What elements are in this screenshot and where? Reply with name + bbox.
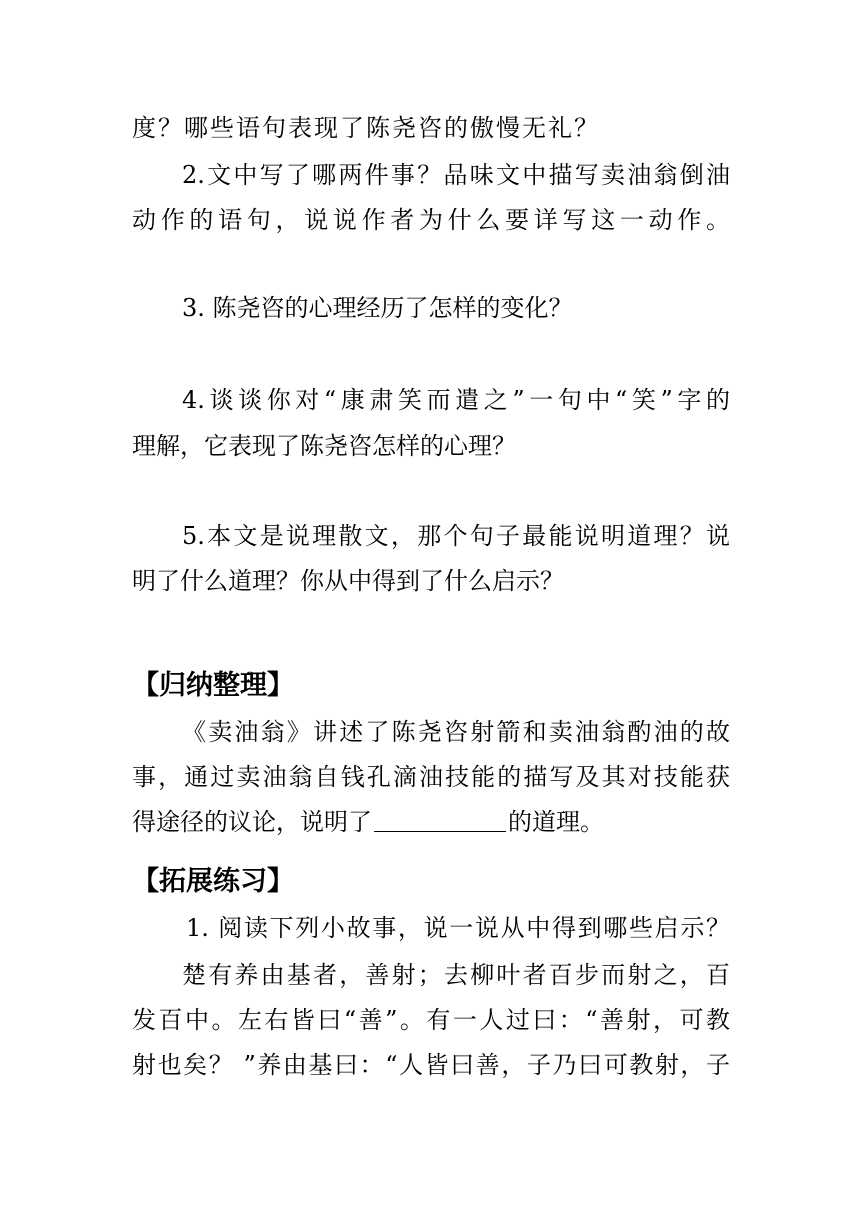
summary-line-2: 事，通过卖油翁自钱孔滴油技能的描写及其对技能获 bbox=[132, 763, 730, 791]
question-4-line-1: 4.谈谈你对“康肃笑而遣之”一句中“笑”字的 bbox=[182, 386, 730, 414]
summary-line-3 bbox=[132, 802, 604, 842]
fill-in-blank[interactable] bbox=[374, 805, 506, 832]
extension-heading: 【拓展练习】 bbox=[132, 866, 294, 897]
story-line-2: 发百中。左右皆曰“善”。有一人过曰：“善射，可教 bbox=[132, 1006, 730, 1034]
summary-line-3-end: 的道理。 bbox=[508, 808, 604, 836]
question-4-line-2: 理解，它表现了陈尧咨怎样的心理？ bbox=[132, 432, 516, 460]
extension-item-1: 1. 阅读下列小故事，说一说从中得到哪些启示？ bbox=[186, 914, 730, 942]
question-5-line-2: 明了什么道理？你从中得到了什么启示？ bbox=[132, 567, 564, 595]
story-line-3: 射也矣？ ”养由基曰：“人皆曰善，子乃曰可教射，子 bbox=[132, 1051, 730, 1079]
question-5-line-1: 5.本文是说理散文，那个句子最能说明道理？说 bbox=[182, 522, 730, 550]
summary-line-1: 《卖油翁》讲述了陈尧咨射箭和卖油翁酌油的故 bbox=[182, 718, 730, 746]
story-line-1: 楚有养由基者，善射；去柳叶者百步而射之，百 bbox=[182, 961, 730, 989]
question-2-line-1: 2.文中写了哪两件事？品味文中描写卖油翁倒油 bbox=[182, 161, 730, 189]
question-3: 3. 陈尧咨的心理经历了怎样的变化？ bbox=[182, 294, 573, 322]
question-1-tail: 度？哪些语句表现了陈尧咨的傲慢无礼？ bbox=[132, 114, 598, 142]
summary-heading: 【归纳整理】 bbox=[132, 670, 294, 701]
question-2-line-2: 动作的语句，说说作者为什么要详写这一动作。 bbox=[132, 206, 730, 234]
summary-line-3-start: 得途径的议论，说明了 bbox=[132, 808, 372, 836]
